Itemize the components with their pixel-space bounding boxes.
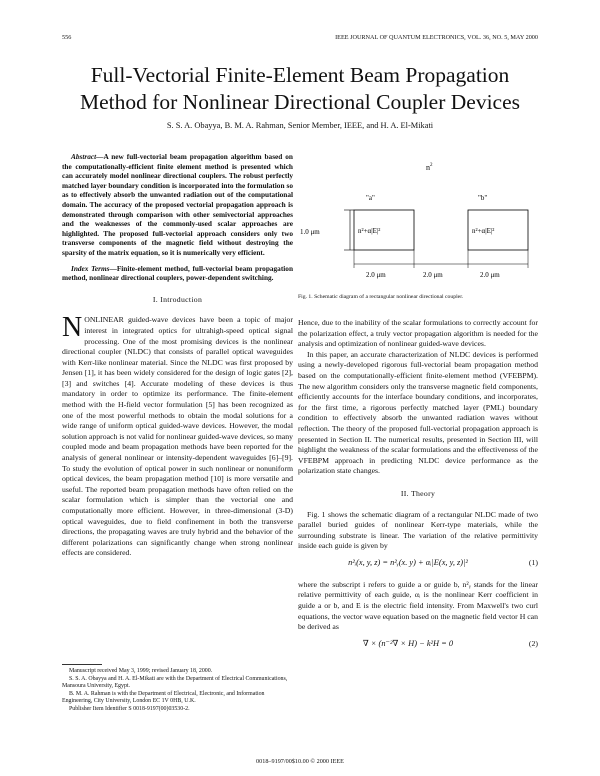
index-terms-lead: Index Terms <box>71 263 110 273</box>
figure-top-label: $n^2$ <box>426 163 433 172</box>
title-line-1: Full-Vectorial Finite-Element Beam Propagation <box>90 63 510 87</box>
abstract: Abstract—A new full-vectorial beam propagation algorithm based on the computationally-efficient finite element method is presented which can accurately model nonlinear directional couplers. The robust perfectly matched layer boundary condition is incorporated into the formulation so as to effectively absorb the unwanted radiation out of the computational domain. The accuracy of the proposed vectorial propagation approach is demonstrated through comparison with other semivectorial approaches and the weaknesses of the commonly-used scalar approaches are highlighted. The proposed full-vectorial approach considers only two transverse components of the magnetic field without destroying the sparsity of the matrix equation, so it is numerically very efficient. <box>62 152 293 257</box>
guide-a-index: n²+α|E|² <box>358 227 381 235</box>
dimension-1: 2.0 μm <box>366 271 386 279</box>
abstract-lead: Abstract <box>71 152 97 161</box>
page-number: 556 <box>62 34 72 41</box>
section-1-heading: I. Introduction <box>152 294 203 304</box>
right-paragraph-2: In this paper, an accurate characterization of NLDC devices is performed using a newly-developed rigorous full-vectorial beam propagation method based on the computationally-efficient finite-element method (VFEBPM). The new algorithm considers only the transverse magnetic field components, efficiently accounts for the interface boundary conditions, and incorporates, for the first time, a rigorous perfectly matched layer (PML) boundary condition to effectively absorb the unwanted radiation waves without reflection. The theory of the proposed full-vectorial propagation approach is presented in Section II. The numerical results, presented in Section III, will highlight the weakness of the scalar formulations and the effectiveness of the VFEBPM approach in predicting NLDC device performance as the polarization state changes. <box>298 349 538 476</box>
footnote-rule <box>62 664 102 665</box>
guide-a-label: "a" <box>366 194 375 202</box>
section-2-heading: II. Theory <box>400 488 436 498</box>
abstract-text: A new full-vectorial beam propagation algorithm based on the computationally-efficient finite element method is presented which can accurately model nonlinear directional couplers. The robust perfectly matched layer boundary condition is incorporated into the formulation so as to effectively absorb the unwanted radiation out of the computational domain. The accuracy of the proposed vectorial propagation approach is demonstrated through comparison with other semivectorial approaches and the weaknesses of the commonly-used scalar approaches are highlighted. The proposed full-vectorial approach considers only two transverse components of the magnetic field without destroying the sparsity of the matrix equation, so it is numerically very efficient. <box>62 152 293 257</box>
footnote-3: B. M. A. Rahman is with the Department of Electrical, Electronic, and Information Engineering, City University, London EC 1V 0HB, U.K. <box>62 690 265 705</box>
equation-1-number: (1) <box>528 557 538 567</box>
footnote-4: Publisher Item Identifier S 0018-9197(00)03530-2. <box>69 705 190 712</box>
dimension-3: 2.0 μm <box>480 271 500 279</box>
figure-1 <box>298 150 538 290</box>
figure-caption: Fig. 1. Schematic diagram of a rectangular nonlinear directional coupler. <box>298 294 464 300</box>
equation-1 <box>298 558 538 580</box>
running-header: IEEE JOURNAL OF QUANTUM ELECTRONICS, VOL. 36, NO. 5, MAY 2000 <box>335 34 538 41</box>
footnote-2: S. S. A. Obayya and H. A. El-Mikati are with the Department of Electrical Communications, Mansoura University, Egypt. <box>62 675 288 690</box>
guide-b-label: "b" <box>478 194 488 202</box>
copyright-line: 0018–9197/00$10.00 © 2000 IEEE <box>256 758 344 765</box>
index-terms-text: Finite-element method, full-vectorial beam propagation method, nonlinear directional couplers, power-dependent switching. <box>62 263 293 283</box>
left-column <box>62 152 293 559</box>
equation-2 <box>298 639 538 661</box>
title-line-2: Method for Nonlinear Directional Coupler Devices <box>79 90 520 114</box>
dimension-2: 2.0 μm <box>423 271 443 279</box>
right-paragraph-1: Hence, due to the inability of the scalar formulations to correctly account for the polarization effect, a truly vector propagation algorithm is needed for the analysis and optimization of nonlinear guided-wave devices. <box>298 318 538 349</box>
right-column <box>298 318 538 661</box>
equation-2-body: ∇ × (n⁻²∇ × H) − k²H = 0 <box>362 638 454 648</box>
guide-b-index: n²+α|E|² <box>472 227 495 235</box>
equation-2-number: (2) <box>528 638 538 648</box>
theory-paragraph-1: Fig. 1 shows the schematic diagram of a rectangular NLDC made of two parallel buried guides of nonlinear Kerr-type materials, while the surrounding substrate is linear. The variation of the relative permittivity inside each guide is given by <box>298 509 538 551</box>
height-label: 1.0 μm <box>300 228 320 236</box>
footnote-1: Manuscript received May 3, 1999; revised January 18, 2000. <box>69 668 213 674</box>
authors: S. S. A. Obayya, B. M. A. Rahman, Senior Member, IEEE, and H. A. El-Mikati <box>166 121 434 130</box>
intro-paragraph <box>62 312 293 559</box>
drop-cap: N <box>62 312 83 344</box>
intro-text: ONLINEAR guided-wave devices have been a topic of major interest in integrated optics for ultrahigh-speed optical signal processing. One of the most promising devices is the nonlinear directional coupler (NLDC) that consists of parallel optical waveguides with Kerr-like nonlinear material. Since the NLDC was first proposed by Jensen [1], it has been widely considered for the design of logic gates [2], [3] and switches [4]. Accurate modeling of these devices is thus mandatory in order to optimize its performance. The finite-element method with the H-field vector formulation [5] has been recognized as one of the most powerful methods to obtain the modal solutions for a wide range of uniform optical guided-wave devices. However, the modal solution approach is not valid for nonlinear guided-wave devices, so many coupled mode and beam propagation methods have been reported for the analysis of general nonlinear or intensity-dependent waveguides [6]–[9]. To study the evolution of optical power in such nonlinear or nonuniform optical devices, the beam propagation method [10] is more versatile and useful. The reported beam propagation methods have often relied on the scalar formulation which is simpler than the vectorial one and computationally more efficient. However, in three-dimensional (3-D) optical waveguides, due to field confinement in both the transverse directions, the propagating waves are truly hybrid and the behavior of the different polarizations can significantly change when strong nonlinear effects are considered. <box>62 315 293 558</box>
equation-1-body: n²ᵢ(x, y, z) = n²ᵧ(x. y) + αᵢ|E(x, y, z)|² <box>348 557 468 567</box>
theory-paragraph-2: where the subscript i refers to guide a or guide b, n²ᵧ stands for the linear relative permittivity of each guide, αᵢ is the nonlinear Kerr coefficient in guide a or b, and E is the electric field intensity. From Maxwell's two curl equations, the vector wave equation based on the magnetic field vector H can be derived as <box>298 579 538 632</box>
index-terms: Index Terms—Finite-element method, full-vectorial beam propagation method, nonlinear directional couplers, power-dependent switching. <box>62 263 293 283</box>
paper-title <box>0 62 600 116</box>
footnotes <box>62 668 293 714</box>
